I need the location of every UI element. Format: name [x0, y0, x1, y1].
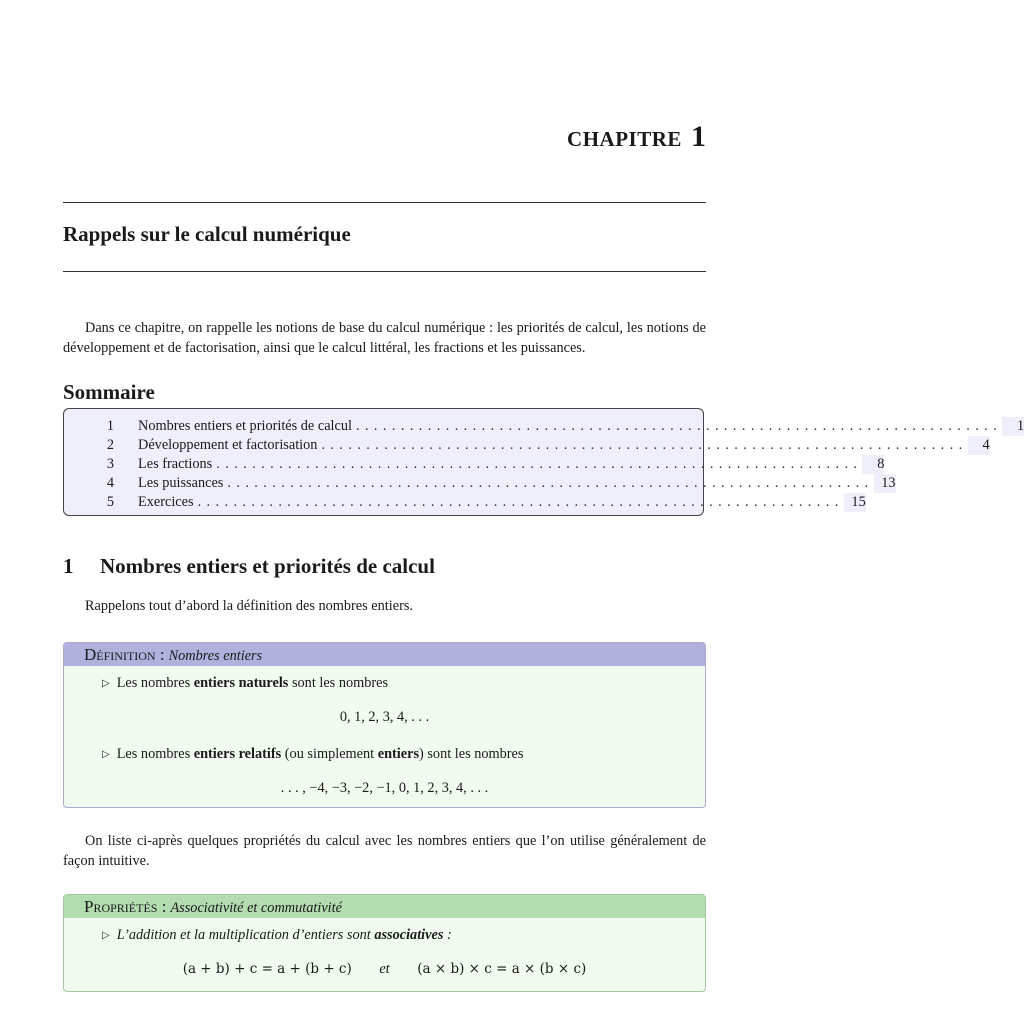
properties-paragraph: On liste ci-après quelques propriétés du calcul avec les nombres entiers que l’on utilise généralement de façon intuitive.	[63, 833, 706, 869]
toc-entry[interactable]	[64, 493, 866, 512]
conjunction: et	[379, 961, 390, 977]
chapter-title-rule-top	[63, 202, 706, 203]
toc-entry[interactable]	[64, 436, 990, 455]
triangle-bullet-icon: ▷	[102, 749, 110, 760]
properties-kind: Propriétés :	[84, 897, 167, 916]
toc-entry-page: 13	[874, 474, 896, 493]
chapter-word: CHAPITRE	[567, 127, 682, 151]
text: (ou simplement	[284, 746, 375, 762]
toc-leader-dots: ........................................................................	[321, 437, 968, 453]
properties-box	[63, 894, 706, 992]
text: :	[443, 927, 452, 943]
definition-item-1	[102, 675, 388, 692]
toc-entry-page: 4	[968, 436, 990, 455]
toc-leader-dots: ........................................................................	[355, 418, 1003, 434]
toc-entry-page: 15	[844, 493, 866, 512]
definition-item-2	[102, 746, 523, 763]
toc-entry-number: 1	[106, 418, 114, 434]
definition-subtitle: Nombres entiers	[168, 648, 263, 664]
toc-entry-page: 8	[862, 455, 884, 474]
text: ) sont les nombres	[419, 746, 524, 762]
properties-header	[64, 895, 705, 918]
chapter-number: 1	[691, 120, 706, 153]
natural-numbers-formula: 0, 1, 2, 3, 4, . . .	[339, 709, 430, 725]
chapter-title-rule-bottom	[63, 271, 706, 272]
section-1-title	[63, 554, 435, 579]
section-1-intro: Rappelons tout d’abord la définition des nombres entiers.	[85, 598, 413, 614]
toc-entry-number: 2	[106, 437, 114, 453]
properties-subtitle: Associativité et commutativité	[170, 900, 342, 916]
toc-entry-number: 5	[106, 494, 114, 510]
toc-entry-number: 3	[106, 456, 114, 472]
toc-leader-dots: ........................................................................	[197, 494, 844, 510]
toc-leader-dots: ........................................................................	[216, 456, 863, 472]
toc-entry[interactable]	[64, 455, 885, 474]
addition-associativity: (a + b) + c = a + (b + c)	[182, 961, 352, 977]
table-of-contents	[63, 408, 1024, 516]
chapter-title: Rappels sur le calcul numérique	[63, 222, 351, 246]
properties-item-1	[102, 927, 452, 944]
multiplication-associativity: (a × b) × c = a × (b × c)	[417, 961, 587, 977]
definition-box	[63, 642, 706, 808]
bold-term: associatives	[374, 927, 444, 943]
associativity-formula	[64, 961, 705, 978]
relative-integers-formula: . . . , −4, −3, −2, −1, 0, 1, 2, 3, 4, . . .	[280, 780, 489, 796]
bold-term: entiers naturels	[193, 675, 289, 691]
triangle-bullet-icon: ▷	[102, 930, 110, 941]
toc-entry-page: 1	[1002, 417, 1024, 436]
toc-entry-label: Les fractions	[138, 455, 216, 474]
text: Les nombres	[116, 746, 191, 762]
toc-entry-label: Nombres entiers et priorités de calcul	[138, 417, 356, 436]
toc-entry[interactable]	[64, 474, 896, 493]
toc-entry-label: Les puissances	[138, 474, 227, 493]
section-title-text: Nombres entiers et priorités de calcul	[100, 554, 435, 578]
toc-entry-label: Développement et factorisation	[138, 436, 321, 455]
bold-term: entiers relatifs	[193, 746, 282, 762]
definition-kind: Définition :	[84, 645, 165, 664]
toc-entry[interactable]	[64, 417, 1024, 436]
bold-term: entiers	[377, 746, 420, 762]
text: Les nombres	[116, 675, 191, 691]
text: sont les nombres	[291, 675, 389, 691]
sommaire-title: Sommaire	[63, 380, 155, 404]
toc-leader-dots: ........................................................................	[227, 475, 874, 491]
chapter-heading	[567, 120, 706, 154]
toc-entry-number: 4	[106, 475, 114, 491]
text: L’addition et la multiplication d’entiers sont	[116, 927, 371, 943]
triangle-bullet-icon: ▷	[102, 678, 110, 689]
toc-entry-label: Exercices	[138, 493, 198, 512]
intro-paragraph: Dans ce chapitre, on rappelle les notions de base du calcul numérique : les priorités de calcul, les notions de développement et de factorisation, ainsi que le calcul littéral, les fractions et les puissances.	[63, 320, 706, 356]
section-number: 1	[63, 554, 74, 578]
definition-header	[64, 643, 705, 666]
